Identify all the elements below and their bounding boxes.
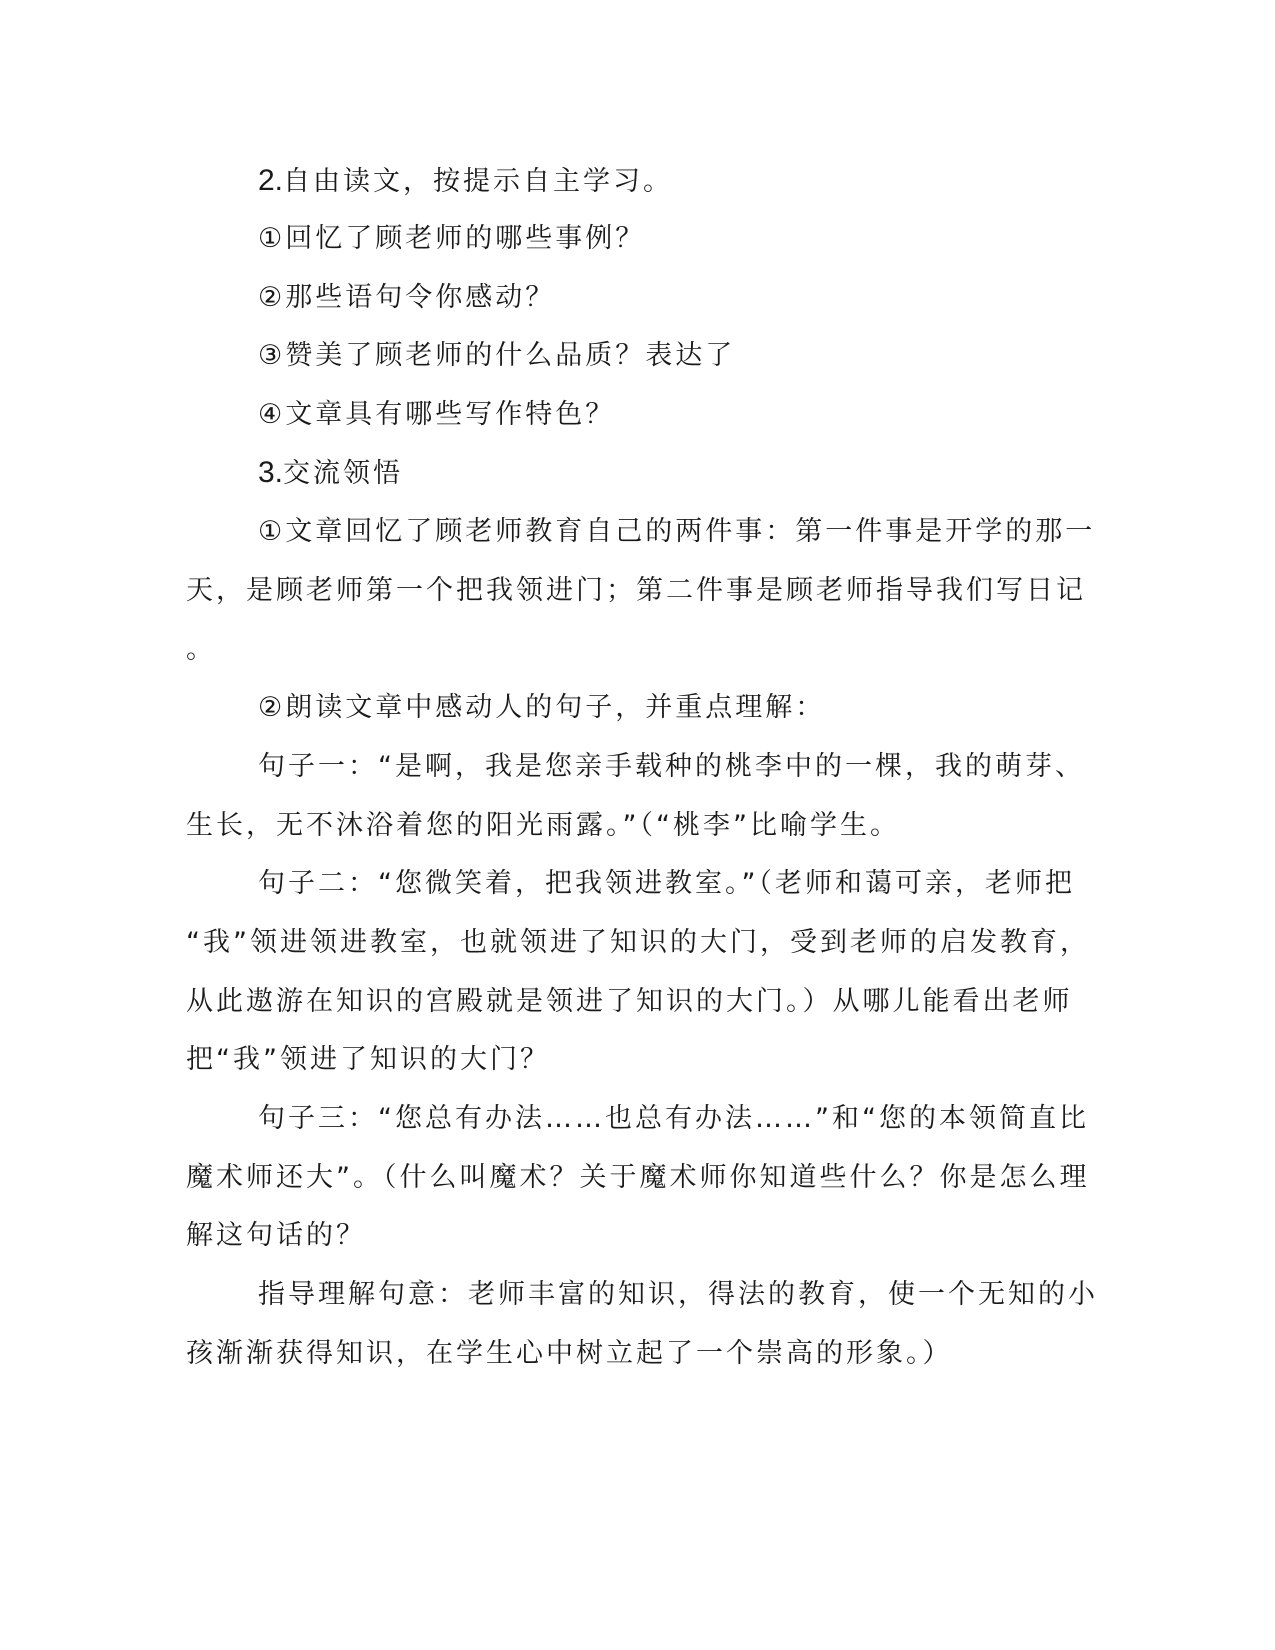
heading-number: 2. — [258, 164, 284, 197]
guidance-line: 孩渐渐获得知识，在学生心中树立起了一个崇高的形象。） — [186, 1338, 953, 1369]
sentence-two-line: 从此遨游在知识的宫殿就是领进了知识的大门。）从哪儿能看出老师 — [186, 986, 1073, 1017]
question-item-3: ③赞美了顾老师的什么品质？表达了 — [258, 340, 736, 371]
sentence-two-line: 把“我”领进了知识的大门？ — [186, 1044, 550, 1075]
sentence-three-line: 解这句话的？ — [186, 1220, 366, 1251]
paragraph-line: 。 — [186, 634, 216, 665]
sentence-three-line: 句子三：“您总有办法……也总有办法……”和“您的本领简直比 — [258, 1103, 1089, 1134]
paragraph-line: ①文章回忆了顾老师教育自己的两件事：第一件事是开学的那一 — [258, 516, 1096, 547]
heading-text: 自由读文，按提示自主学习。 — [283, 166, 674, 197]
sentence-one-line: 句子一：“是啊，我是您亲手载种的桃李中的一棵，我的萌芽、 — [258, 751, 1085, 782]
paragraph-line: 天，是顾老师第一个把我领进门；第二件事是顾老师指导我们写日记 — [186, 575, 1086, 606]
heading-free-reading — [258, 161, 673, 202]
sentence-two-line: 句子二：“您微笑着，把我领进教室。”（老师和蔼可亲，老师把 — [258, 868, 1075, 899]
question-item-1: ①回忆了顾老师的哪些事例？ — [258, 223, 646, 254]
paragraph-line: ②朗读文章中感动人的句子，并重点理解： — [258, 692, 826, 723]
guidance-line: 指导理解句意：老师丰富的知识，得法的教育，使一个无知的小 — [258, 1279, 1098, 1310]
sentence-one-line: 生长，无不沐浴着您的阳光雨露。”（“桃李”比喻学生。 — [186, 810, 900, 841]
question-item-4: ④文章具有哪些写作特色？ — [258, 399, 616, 430]
heading-text: 交流领悟 — [283, 458, 404, 489]
question-item-2: ②那些语句令你感动？ — [258, 282, 556, 313]
sentence-two-line: “我”领进领进教室，也就领进了知识的大门，受到老师的启发教育， — [186, 927, 1090, 958]
heading-exchange — [258, 453, 403, 494]
heading-number: 3. — [258, 456, 284, 489]
sentence-three-line: 魔术师还大”。（什么叫魔术？关于魔术师你知道些什么？你是怎么理 — [186, 1162, 1090, 1193]
